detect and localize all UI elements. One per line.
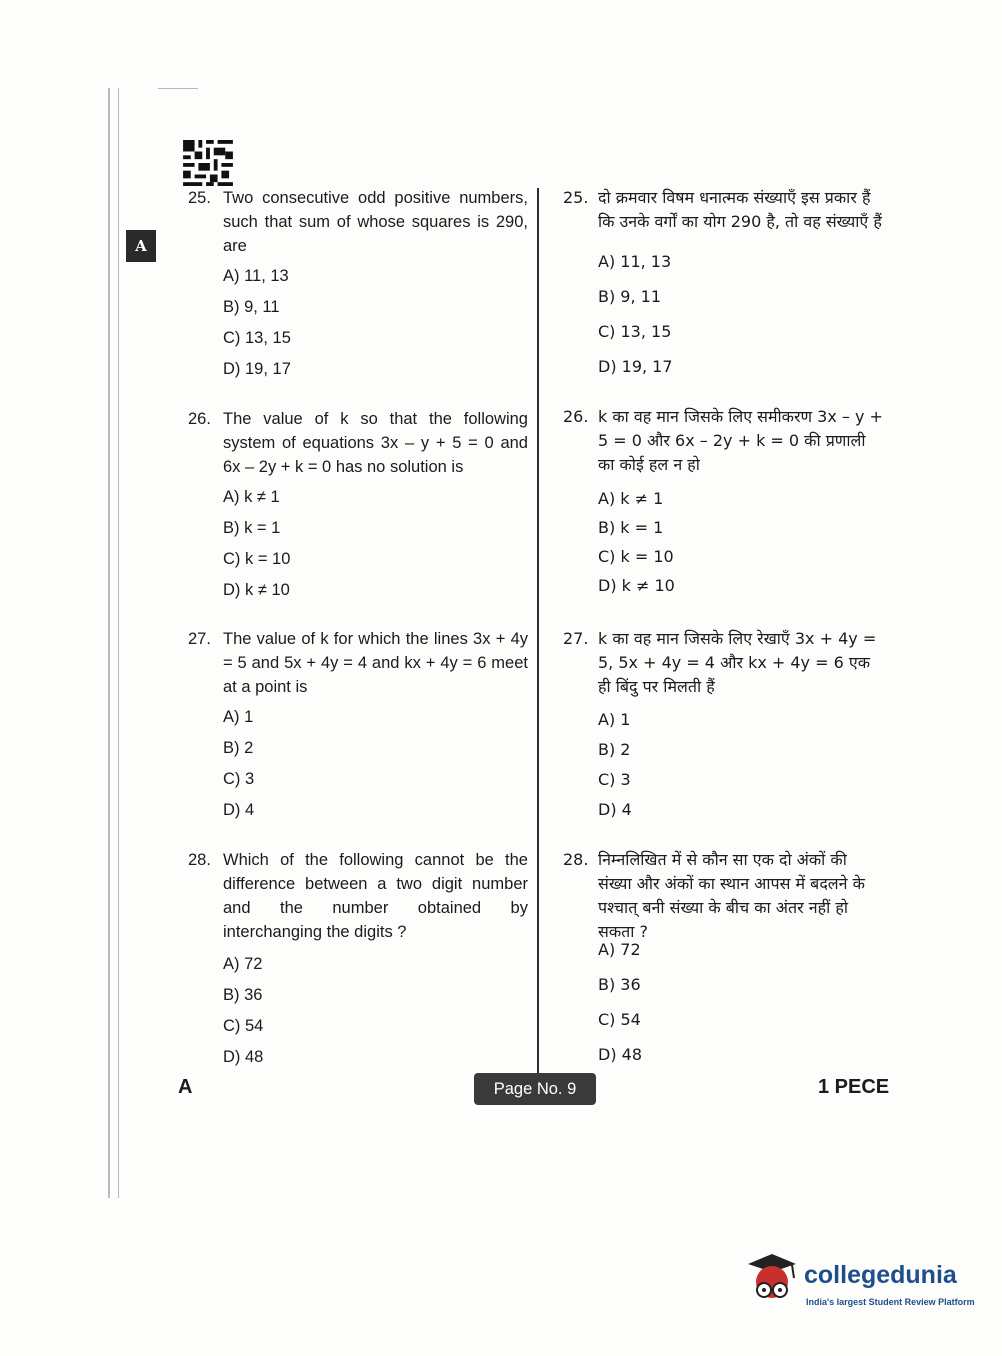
option-a: A) 72: [223, 955, 263, 973]
option-b: B) 9, 11: [223, 298, 280, 316]
option-c: C) 3: [223, 770, 255, 788]
set-letter: A: [178, 1076, 193, 1098]
brand-name: collegedunia: [804, 1261, 957, 1289]
mascot-icon: [742, 1250, 800, 1308]
question-text: निम्नलिखित में से कौन सा एक दो अंकों की संख्या और अंकों का स्थान आपस में बदलने के पश्चात् बनी संख्या के बीच का अंतर नहीं हो सकता ?: [598, 850, 865, 941]
option-a: A) 1: [223, 708, 254, 726]
option-a: A) k ≠ 1: [223, 488, 280, 506]
option-d: D) 48: [223, 1048, 264, 1066]
question-number: 25.: [563, 188, 589, 207]
column-divider: [537, 188, 539, 1076]
option-d: D) 4: [598, 800, 632, 819]
option-d: D) 4: [223, 801, 255, 819]
option-c: C) 54: [223, 1017, 264, 1035]
question-25-en: [188, 186, 528, 378]
option-a: A) 11, 13: [223, 267, 289, 285]
qr-code-icon: [182, 140, 234, 186]
option-d: D) 48: [598, 1045, 643, 1064]
binding-line: [158, 88, 198, 89]
option-b: B) k = 1: [598, 518, 664, 537]
option-d: D) 19, 17: [598, 357, 673, 376]
option-d: D) 19, 17: [223, 360, 291, 378]
binding-line: [108, 88, 110, 1198]
option-b: B) 36: [223, 986, 263, 1004]
question-28-en: [188, 848, 528, 1066]
option-b: B) 2: [223, 739, 254, 757]
question-text: k का वह मान जिसके लिए समीकरण 3x – y + 5 = 0 और 6x – 2y + k = 0 की प्रणाली का कोई हल न हो: [598, 407, 883, 474]
question-number: 27.: [563, 629, 589, 648]
option-a: A) k ≠ 1: [598, 489, 664, 508]
question-text: दो क्रमवार विषम धनात्मक संख्याएँ इस प्रकार हैं कि उनके वर्गों का योग 290 है, तो वह संख्याएँ हैं: [598, 188, 882, 231]
option-b: B) 36: [598, 975, 641, 994]
option-c: C) k = 10: [598, 547, 674, 566]
question-number: 26.: [563, 407, 589, 426]
paper-code: 1 PECE: [818, 1076, 890, 1098]
option-c: C) 54: [598, 1010, 641, 1029]
option-b: B) k = 1: [223, 519, 281, 537]
option-a: A) 11, 13: [598, 252, 672, 271]
question-27-en: [188, 627, 528, 819]
option-d: D) k ≠ 10: [598, 576, 675, 595]
question-number: 28.: [563, 850, 589, 869]
option-b: B) 2: [598, 740, 631, 759]
question-27-hi: [563, 627, 883, 819]
option-c: C) k = 10: [223, 550, 291, 568]
question-number: 28.: [188, 851, 211, 869]
question-number: 27.: [188, 630, 211, 648]
option-b: B) 9, 11: [598, 287, 662, 306]
question-28-hi: [563, 848, 883, 1064]
question-text: The value of k for which the lines 3x + 4y = 5 and 5x + 4y = 4 and kx + 4y = 6 meet at a point is: [223, 630, 528, 696]
question-26-hi: [563, 405, 883, 595]
option-a: A) 72: [598, 940, 641, 959]
option-c: C) 13, 15: [223, 329, 291, 347]
brand-tagline: India's largest Student Review Platform: [806, 1297, 975, 1307]
binding-line: [118, 88, 119, 1198]
question-text: Which of the following cannot be the difference between a two digit number and the number obtained by interchanging the digits ?: [223, 851, 528, 941]
question-number: 26.: [188, 410, 211, 428]
option-a: A) 1: [598, 710, 631, 729]
question-number: 25.: [188, 189, 211, 207]
page-number-badge: Page No. 9: [474, 1073, 596, 1105]
option-d: D) k ≠ 10: [223, 581, 290, 599]
question-25-hi: [563, 186, 883, 376]
question-text: k का वह मान जिसके लिए रेखाएँ 3x + 4y = 5, 5x + 4y = 4 और kx + 4y = 6 एक ही बिंदु पर मिलती हैं: [598, 629, 877, 696]
question-text: Two consecutive odd positive numbers, such that sum of whose squares is 290, are: [223, 189, 528, 255]
side-tag: A: [126, 230, 156, 262]
question-text: The value of k so that the following system of equations 3x – y + 5 = 0 and 6x – 2y + k = 0 has no solution is: [223, 410, 528, 476]
option-c: C) 3: [598, 770, 631, 789]
option-c: C) 13, 15: [598, 322, 672, 341]
question-26-en: [188, 407, 528, 599]
collegedunia-logo: [742, 1250, 975, 1310]
